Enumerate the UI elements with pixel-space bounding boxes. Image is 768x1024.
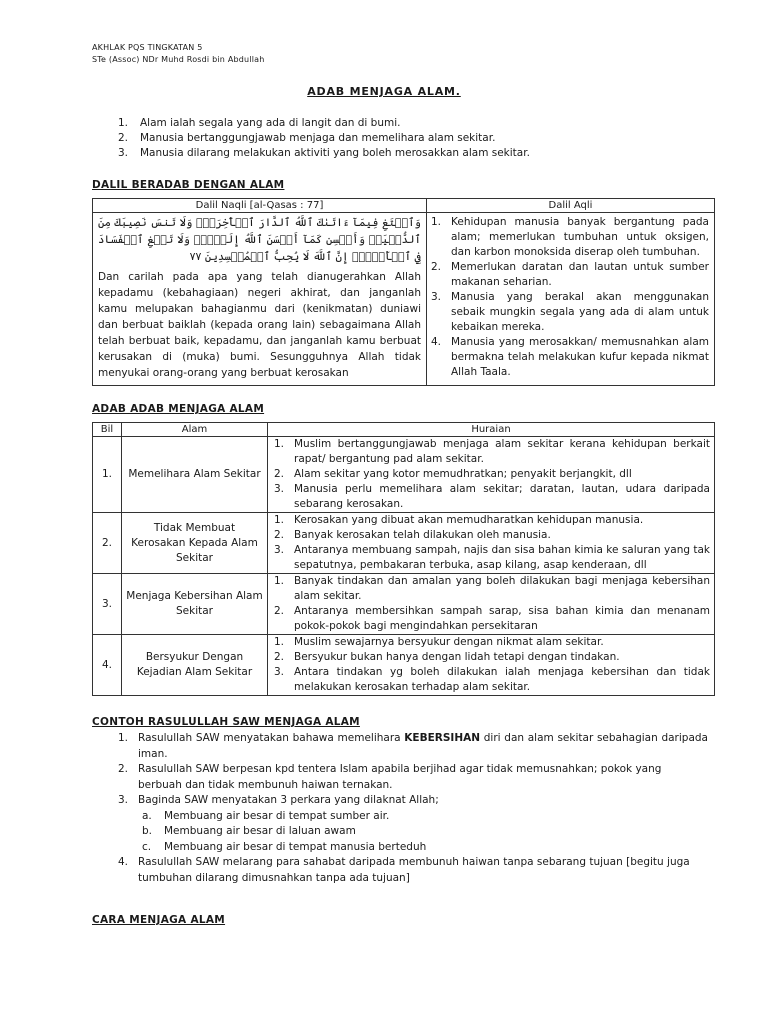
item-text: Manusia perlu memelihara alam sekitar; daratan, lautan, udara daripada sebarang kerosakan. [294, 483, 710, 510]
item-text: Banyak tindakan dan amalan yang boleh dilakukan bagi menjaga kebersihan alam sekitar. [294, 575, 710, 602]
list-item [118, 116, 678, 131]
list-item [116, 731, 708, 762]
list-item [272, 635, 710, 650]
item-text: Alam ialah segala yang ada di langit dan di bumi. [140, 117, 401, 129]
naqli-cell [93, 213, 427, 386]
huraian-list [272, 635, 710, 695]
item-text: Antaranya membuang sampah, najis dan sisa bahan kimia ke saluran yang tak sepatutnya, pembakaran terbuka, asap kilang, asap kenderaan, dll [294, 544, 710, 571]
item-number: 4. [431, 336, 442, 348]
list-item [272, 528, 710, 543]
dalil-table [92, 198, 715, 386]
item-text: Manusia bertanggungjawab menjaga dan memelihara alam sekitar. [140, 132, 496, 144]
item-text: Rasulullah SAW melarang para sahabat daripada membunuh haiwan tanpa sebarang tujuan [begitu juga tumbuhan dilarang dimusnahkan tanpa ada tujuan] [138, 856, 690, 884]
contoh-heading: CONTOH RASULULLAH SAW MENJAGA ALAM [92, 716, 360, 728]
col-bil-header: Bil [93, 423, 122, 437]
table-row [93, 574, 715, 635]
item-number: 4. [118, 856, 129, 868]
adab-heading: ADAB ADAB MENJAGA ALAM [92, 403, 265, 415]
row-huraian [268, 635, 715, 696]
list-item [116, 762, 708, 793]
sub-item [116, 809, 708, 825]
aqli-list [429, 215, 709, 380]
aqli-cell [427, 213, 715, 386]
item-text: Manusia dilarang melakukan aktiviti yang boleh merosakkan alam sekitar. [140, 147, 530, 159]
list-item [429, 290, 709, 335]
item-number: 1. [118, 117, 129, 129]
col-huraian-header: Huraian [268, 423, 715, 437]
list-item [272, 665, 710, 695]
list-item [429, 215, 709, 260]
table-row [93, 437, 715, 513]
list-item [272, 437, 710, 467]
item-number: 1. [274, 575, 285, 587]
item-number: 1. [274, 438, 285, 450]
item-text: Kehidupan manusia banyak bergantung pada alam; memerlukan tumbuhan untuk oksigen, dan karbon monoksida diserap oleh tumbuhan. [451, 216, 709, 258]
list-item [118, 146, 678, 161]
quran-verse: وَٱبۡتَغِ فِيمَآ ءَاتَىٰكَ ٱللَّهُ ٱلدَّارَ ٱلۡأٓخِرَةَۖ وَلَا تَنسَ نَصِيبَكَ مِنَ ٱلدُّنۡيَاۖ وَأَحۡسِن كَمَآ أَحۡسَنَ ٱللَّهُ إِلَيۡكَۖ وَلَا تَبۡغِ ٱلۡفَسَادَ فِي ٱلۡأَرۡضِۖ إِنَّ ٱللَّهَ لَا يُحِبُّ ٱلۡمُفۡسِدِينَ ٧٧ [98, 216, 421, 263]
row-alam: Memelihara Alam Sekitar [122, 437, 268, 513]
item-letter: c. [142, 840, 152, 853]
item-text: diri dan alam sekitar sebahagian daripada iman. [138, 732, 708, 760]
item-number: 2. [431, 261, 442, 273]
list-item [272, 467, 710, 482]
list-item [272, 482, 710, 512]
col-alam-header: Alam [122, 423, 268, 437]
item-number: 3. [431, 291, 442, 303]
page-title-text: ADAB MENJAGA ALAM. [307, 85, 461, 98]
header-subject: AKHLAK PQS TINGKATAN 5 [92, 43, 203, 52]
item-number: 2. [274, 651, 285, 663]
sub-list [116, 809, 708, 856]
verse-translation: Dan carilah pada apa yang telah dianugerahkan Allah kepadamu (kebahagiaan) negeri akhirat, dan janganlah kamu melupakan bahagianmu dari (kenikmatan) duniawi dan berbuat baiklah (kepada orang lain) sebagaimana Allah telah berbuat baik, kepadamu, dan janganlah kamu berbuat kerusakan di (muka) bumi. Sesungguhnya Allah tidak menyukai orang-orang yang berbuat kerosakan [98, 271, 421, 379]
huraian-list [272, 574, 710, 634]
item-number: 3. [274, 666, 285, 678]
contoh-list [116, 731, 708, 886]
item-text: Antara tindakan yg boleh dilakukan ialah menjaga kebersihan dan tidak melakukan kerosakan terhadap alam sekitar. [294, 666, 710, 693]
row-huraian [268, 574, 715, 635]
item-number: 1. [274, 514, 285, 526]
item-number: 1. [118, 732, 129, 744]
item-text: Manusia yang berakal akan menggunakan sebaik mungkin segala yang ada di alam untuk kebaikan mereka. [451, 291, 709, 333]
item-number: 2. [118, 132, 129, 144]
sub-item [116, 840, 708, 856]
list-item [118, 131, 678, 146]
item-text: Memerlukan daratan dan lautan untuk sumber makanan seharian. [451, 261, 709, 288]
list-item [429, 335, 709, 380]
list-item [272, 513, 710, 528]
item-text: Rasulullah SAW berpesan kpd tentera Islam apabila berjihad agar tidak memusnahkan; pokok yang berbuah dan tidak membunuh haiwan ternakan. [138, 763, 662, 791]
row-bil: 2. [93, 513, 122, 574]
item-number: 3. [118, 794, 129, 806]
row-bil: 1. [93, 437, 122, 513]
item-number: 3. [118, 147, 129, 159]
item-letter: a. [142, 809, 152, 822]
item-number: 1. [431, 216, 442, 228]
item-number: 2. [274, 468, 285, 480]
list-item [429, 260, 709, 290]
item-text: Membuang air besar di tempat manusia berteduh [164, 840, 427, 853]
item-text: Banyak kerosakan telah dilakukan oleh manusia. [294, 529, 551, 541]
item-number: 2. [274, 529, 285, 541]
adab-table [92, 422, 715, 696]
table-row [93, 635, 715, 696]
table-row [93, 513, 715, 574]
row-bil: 4. [93, 635, 122, 696]
huraian-list [272, 437, 710, 512]
item-text: Membuang air besar di laluan awam [164, 825, 356, 837]
item-text: Muslim sewajarnya bersyukur dengan nikmat alam sekitar. [294, 636, 604, 648]
item-text: Manusia yang merosakkan/ memusnahkan alam bermakna telah melakukan kufur kepada nikmat Allah Taala. [451, 336, 709, 378]
list-item [272, 543, 710, 573]
list-item [116, 855, 708, 886]
row-huraian [268, 513, 715, 574]
cara-heading: CARA MENJAGA ALAM [92, 914, 226, 926]
row-huraian [268, 437, 715, 513]
item-number: 2. [118, 763, 129, 775]
item-text: Alam sekitar yang kotor memudhratkan; penyakit berjangkit, dll [294, 468, 632, 480]
sub-item [116, 824, 708, 840]
item-text: Bersyukur bukan hanya dengan lidah tetapi dengan tindakan. [294, 651, 620, 663]
list-item [272, 650, 710, 665]
huraian-list [272, 513, 710, 573]
item-text: Rasulullah SAW menyatakan bahawa memelihara [138, 732, 405, 744]
item-text: Antaranya membersihkan sampah sarap, sisa bahan kimia dan menanam pokok-pokok bagi mengindahkan persekitaran [294, 605, 710, 632]
col-aqli-header: Dalil Aqli [427, 199, 715, 213]
dalil-heading: DALIL BERADAB DENGAN ALAM [92, 179, 285, 191]
page-title [0, 84, 768, 99]
item-number: 3. [274, 544, 285, 556]
list-item [272, 604, 710, 634]
list-item [272, 574, 710, 604]
row-alam: Menjaga Kebersihan Alam Sekitar [122, 574, 268, 635]
item-number: 3. [274, 483, 285, 495]
item-number: 1. [274, 636, 285, 648]
row-alam: Bersyukur Dengan Kejadian Alam Sekitar [122, 635, 268, 696]
item-emphasis: KEBERSIHAN [404, 732, 481, 744]
intro-list [118, 116, 678, 161]
header-author: STe (Assoc) NDr Muhd Rosdi bin Abdullah [92, 55, 265, 64]
item-text: Baginda SAW menyatakan 3 perkara yang dilaknat Allah; [138, 794, 439, 806]
item-letter: b. [142, 825, 153, 837]
item-text: Muslim bertanggungjawab menjaga alam sekitar kerana kehidupan berkait rapat/ bergantung pad alam sekitar. [294, 438, 710, 465]
row-alam: Tidak Membuat Kerosakan Kepada Alam Sekitar [122, 513, 268, 574]
item-number: 2. [274, 605, 285, 617]
item-text: Kerosakan yang dibuat akan memudharatkan kehidupan manusia. [294, 514, 644, 526]
list-item [116, 793, 708, 855]
col-naqli-header: Dalil Naqli [al-Qasas : 77] [93, 199, 427, 213]
row-bil: 3. [93, 574, 122, 635]
item-text: Membuang air besar di tempat sumber air. [164, 809, 390, 822]
